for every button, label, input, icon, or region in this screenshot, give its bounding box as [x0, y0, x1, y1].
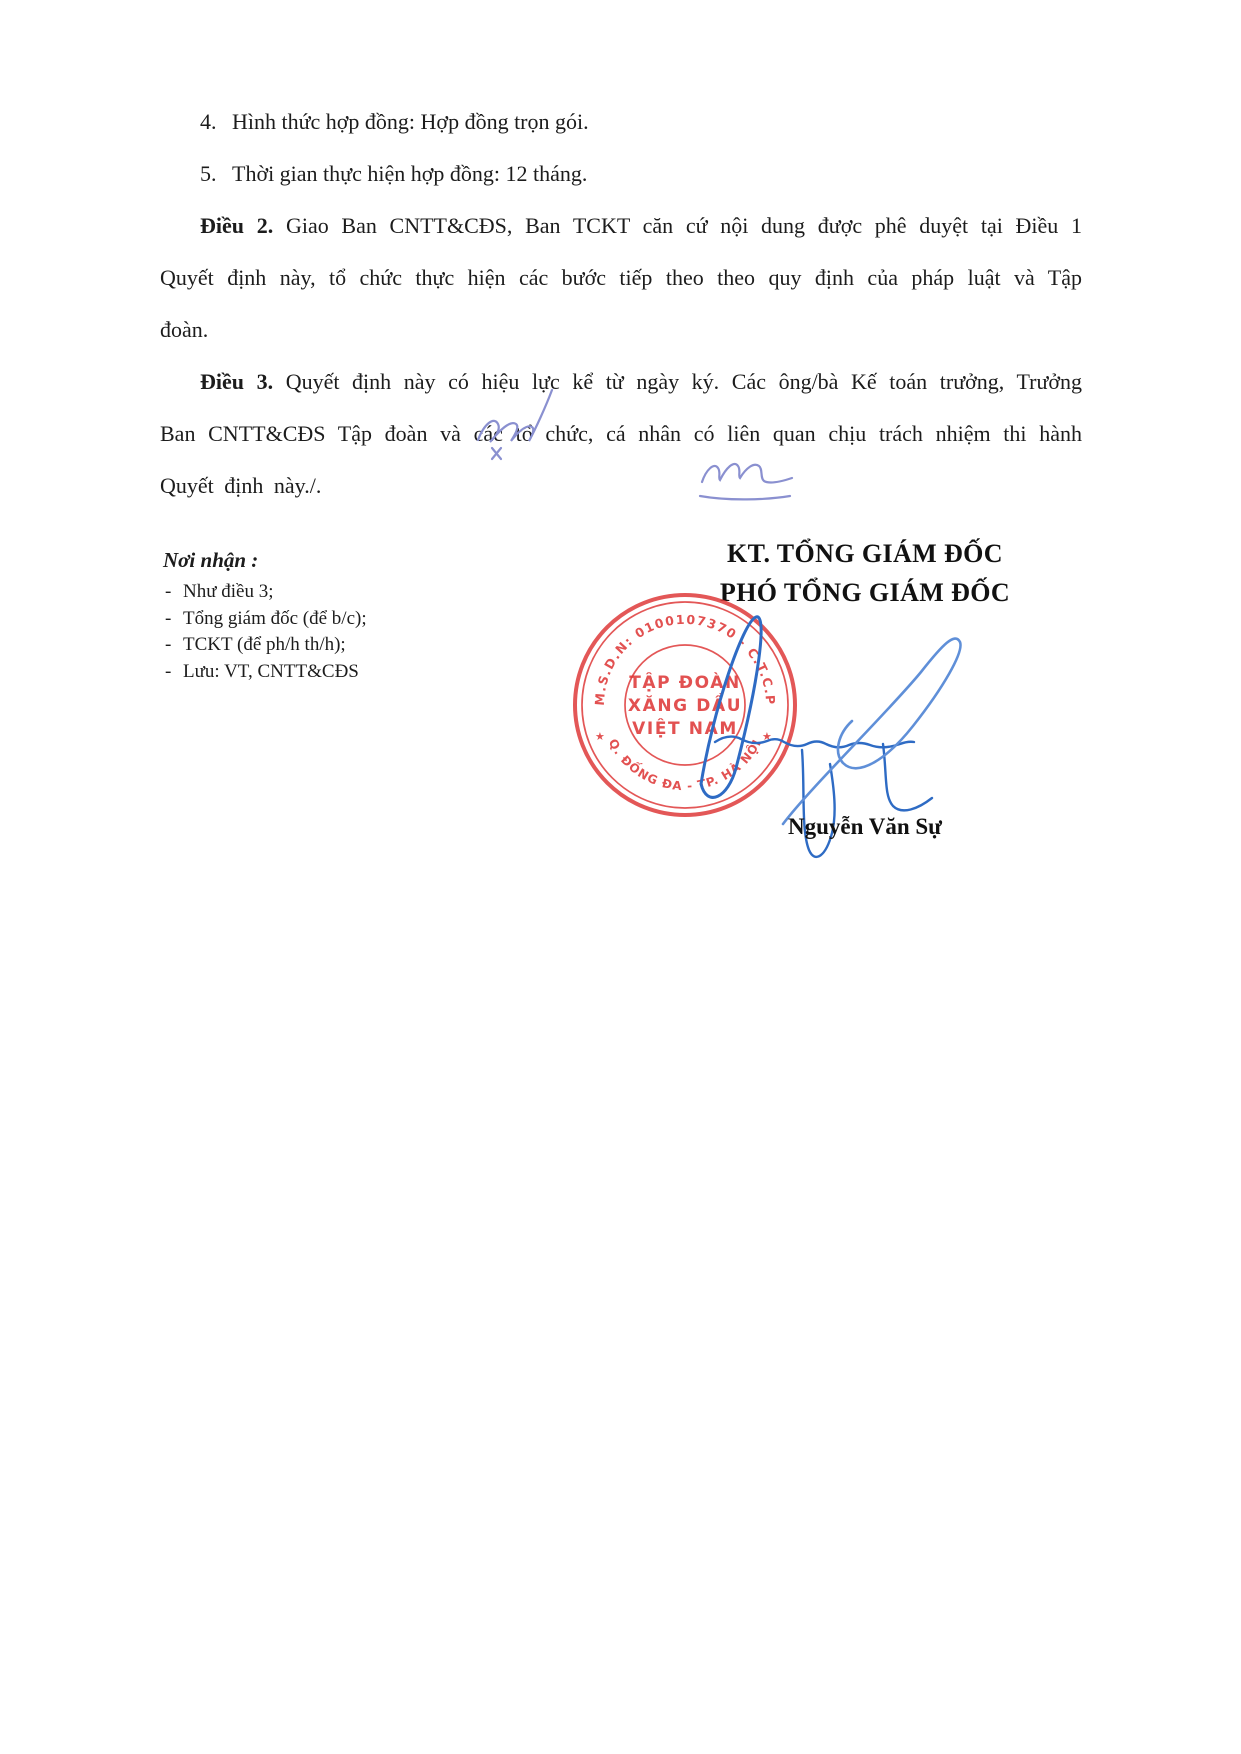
recipient-text: Lưu: VT, CNTT&CĐS — [183, 660, 359, 682]
seal-center-line2: XĂNG DẦU — [627, 696, 743, 716]
numbered-item-4 — [160, 96, 1082, 148]
article-3-paragraph — [160, 356, 1082, 512]
article-3-text: Quyết định này có hiệu lực kể từ ngày ký. Các ông/bà Kế toán trưởng, Trưởng Ban CNTT&CĐS Tập đoàn và các tổ chức, cá nhân có liên quan chịu trách nhiệm thi hành Quyết định này./. — [160, 369, 1082, 498]
recipient-item — [163, 632, 493, 659]
article-2-label: Điều 2. — [200, 213, 274, 238]
seal-top-arc-text: M.S.D.N: 0100107370 - C.T.C.P — [591, 611, 779, 707]
signer-title-line1: KT. TỔNG GIÁM ĐỐC — [727, 539, 1003, 568]
item-number: 4. — [200, 109, 217, 134]
dash-bullet: - — [165, 581, 172, 602]
numbered-item-5 — [160, 148, 1082, 200]
signer-name: Nguyễn Văn Sự — [788, 814, 942, 839]
initials-ink-left — [468, 378, 560, 466]
recipient-text: Như điều 3; — [183, 581, 274, 602]
initials-scribble — [702, 464, 792, 482]
seal-bottom-arc-text: Q. ĐỐNG ĐA - TP. HÀ NỘI — [605, 736, 765, 794]
dash-bullet: - — [165, 660, 172, 682]
article-2-paragraph — [160, 200, 1082, 356]
dash-bullet: - — [165, 607, 172, 629]
seal-center-line3: VIỆT NAM — [632, 719, 738, 739]
item-text: Thời gian thực hiện hợp đồng: 12 tháng. — [232, 161, 588, 186]
recipients-block — [163, 548, 493, 685]
article-2-text: Giao Ban CNTT&CĐS, Ban TCKT căn cứ nội dung được phê duyệt tại Điều 1 Quyết định này, tổ chức thực hiện các bước tiếp theo theo quy định của pháp luật và Tập đoàn. — [160, 213, 1083, 342]
recipients-list — [163, 579, 493, 685]
signature-descender-left — [802, 750, 835, 857]
signature-big-loop — [783, 639, 960, 824]
document-body — [160, 96, 1082, 512]
recipient-text: TCKT (để ph/h th/h); — [183, 634, 346, 655]
seal-star-left-icon: ★ — [595, 730, 605, 743]
seal-star-right-icon: ★ — [762, 730, 772, 743]
recipients-heading: Nơi nhận : — [163, 548, 259, 572]
recipient-item — [163, 659, 493, 686]
initials-underline — [700, 496, 790, 499]
initials-x-mark — [492, 448, 501, 459]
initials-scribble — [478, 390, 552, 442]
dash-bullet: - — [165, 634, 172, 655]
initials-ink-right — [688, 438, 800, 506]
item-text: Hình thức hợp đồng: Hợp đồng trọn gói. — [232, 109, 589, 134]
recipient-text: Tổng giám đốc (để b/c); — [183, 607, 367, 629]
recipient-item — [163, 579, 493, 606]
signature-descender-right — [883, 744, 932, 810]
item-number: 5. — [200, 161, 217, 186]
signer-title-line2: PHÓ TỔNG GIÁM ĐỐC — [719, 578, 1011, 607]
seal-center-line1: TẬP ĐOÀN — [629, 673, 741, 693]
article-3-label: Điều 3. — [200, 369, 274, 394]
signature-tall-loop — [701, 617, 761, 798]
recipient-item — [163, 606, 493, 633]
